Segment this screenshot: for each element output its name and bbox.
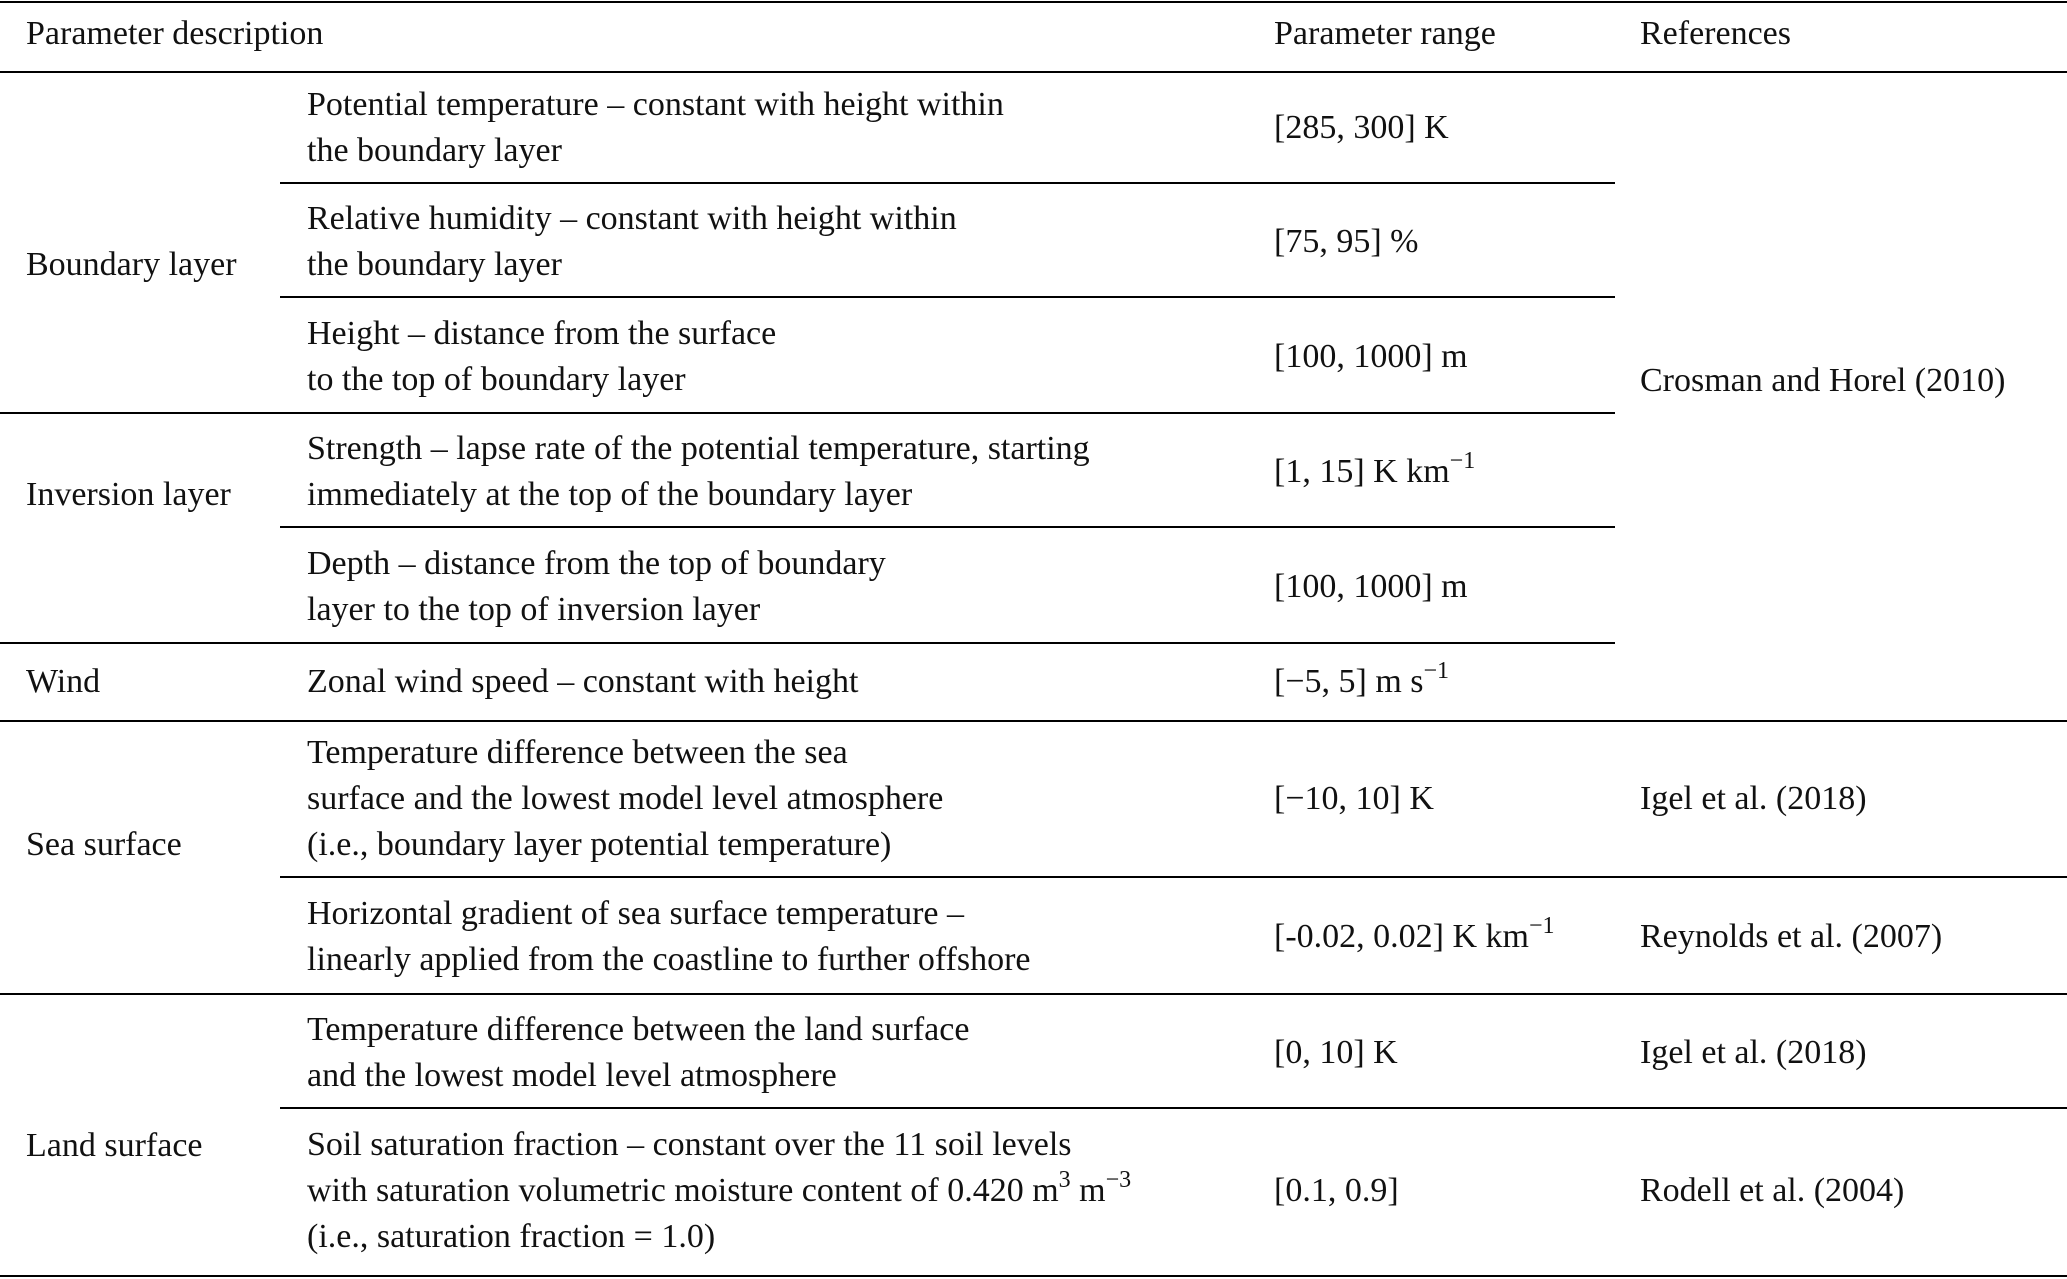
param-description: Potential temperature – constant with height within the boundary layer <box>307 86 1004 169</box>
row-rule <box>280 1107 2067 1109</box>
group-land-surface: Land surface <box>26 1127 203 1164</box>
reference-rodell: Rodell et al. (2004) <box>1640 1172 1905 1209</box>
group-rule <box>0 642 1615 644</box>
param-description: Zonal wind speed – constant with height <box>307 663 859 700</box>
bottom-rule <box>0 1275 2067 1277</box>
top-rule <box>0 1 2067 3</box>
param-description: Relative humidity – constant with height within the boundary layer <box>307 200 957 283</box>
param-range: [0.1, 0.9] <box>1274 1172 1399 1209</box>
param-range: [100, 1000] m <box>1274 338 1468 375</box>
header-range: Parameter range <box>1274 15 1496 52</box>
param-range: [1, 15] K $km^{-1}$ <box>1274 447 1476 490</box>
group-rule <box>0 720 2067 722</box>
param-range: [−10, 10] K <box>1274 780 1434 817</box>
param-range: [−5, 5] m $s^{-1}$ <box>1274 657 1450 700</box>
param-range: [75, 95] % <box>1274 223 1419 260</box>
param-description: Height – distance from the surface to the top of boundary layer <box>307 315 777 398</box>
header-description: Parameter description <box>26 15 324 52</box>
param-description: Temperature difference between the sea surface and the lowest model level atmosphere (i.e., boundary layer potential temperature) <box>307 734 944 863</box>
param-range: [0, 10] K <box>1274 1034 1398 1071</box>
header-references: References <box>1640 15 1792 52</box>
param-description: Soil saturation fraction – constant over the 11 soil levels with saturation volumetric moisture content of 0.420 $m^3$ $m^{-3}$ (i.e., saturation fraction = 1.0) <box>307 1126 1132 1255</box>
param-description: Depth – distance from the top of boundary layer to the top of inversion layer <box>307 545 886 628</box>
param-range: [285, 300] K <box>1274 109 1449 146</box>
param-range: [100, 1000] m <box>1274 568 1468 605</box>
param-range: [-0.02, 0.02] K $km^{-1}$ <box>1274 912 1555 955</box>
group-rule <box>0 993 2067 995</box>
row-rule <box>280 296 1615 298</box>
row-rule <box>280 182 1615 184</box>
group-wind: Wind <box>26 663 101 700</box>
reference-igel-land: Igel et al. (2018) <box>1640 1034 1867 1071</box>
group-boundary-layer: Boundary layer <box>26 246 237 283</box>
row-rule <box>280 526 1615 528</box>
reference-crosman: Crosman and Horel (2010) <box>1640 362 2006 399</box>
group-inversion-layer: Inversion layer <box>26 476 231 513</box>
header-rule <box>0 71 2067 73</box>
param-description: Temperature difference between the land surface and the lowest model level atmosphere <box>307 1011 970 1094</box>
row-rule <box>280 876 2067 878</box>
param-description: Strength – lapse rate of the potential temperature, starting immediately at the top of the boundary layer <box>307 430 1090 513</box>
reference-igel-sea: Igel et al. (2018) <box>1640 780 1867 817</box>
param-description: Horizontal gradient of sea surface temperature – linearly applied from the coastline to further offshore <box>307 895 1031 978</box>
reference-reynolds: Reynolds et al. (2007) <box>1640 918 1943 955</box>
group-sea-surface: Sea surface <box>26 826 182 863</box>
group-rule <box>0 412 1615 414</box>
